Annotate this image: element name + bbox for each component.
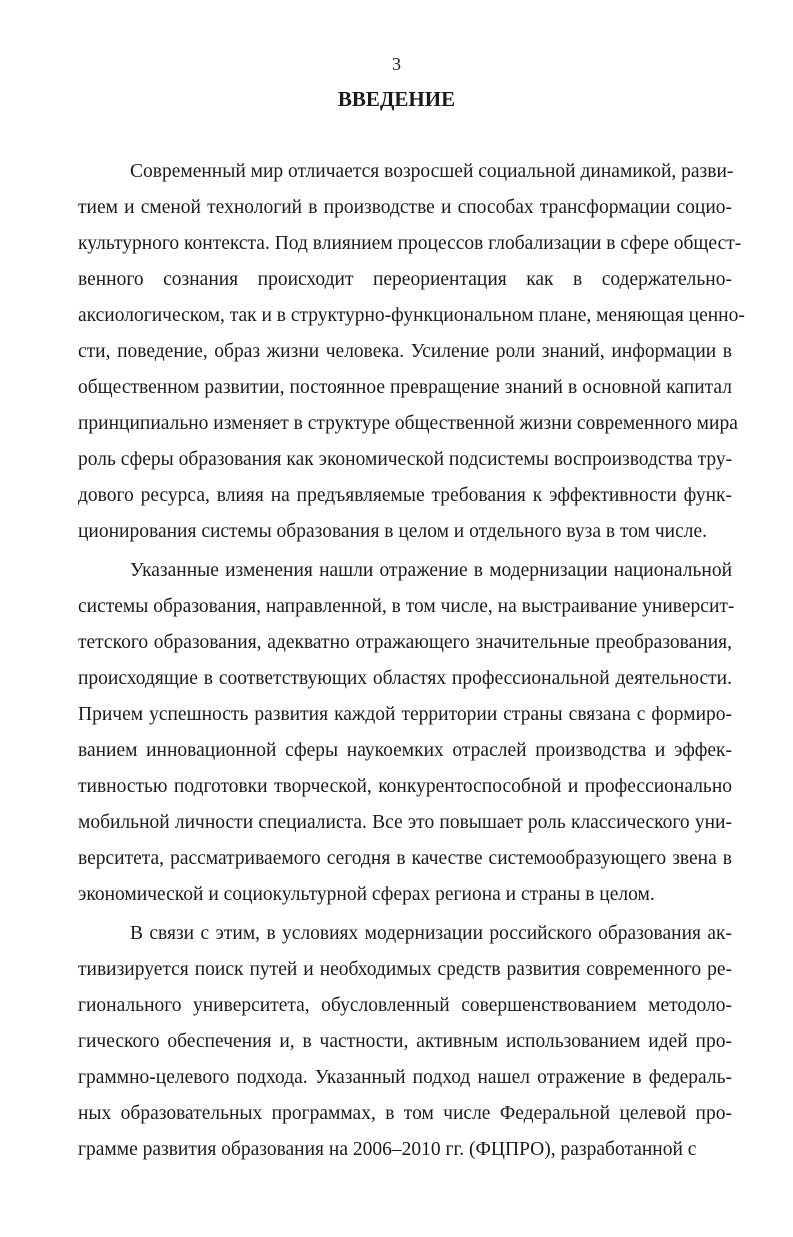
- page-number: 3: [392, 54, 401, 74]
- paragraph-3: [78, 916, 732, 1168]
- text-line: тивностью подготовки творческой, конкурентоспособной и профессионально: [78, 776, 732, 797]
- text-line: принципиально изменяет в структуре общественной жизни современного мира: [78, 413, 738, 434]
- text-line: тетского образования, адекватно отражающего значительные преобразования,: [78, 632, 732, 653]
- text-line: верситета, рассматриваемого сегодня в качестве системообразующего звена в: [78, 848, 732, 869]
- text-line: Современный мир отличается возросшей социальной динамикой, разви-: [130, 161, 734, 182]
- section-heading: ВВЕДЕНИЕ: [337, 87, 456, 111]
- text-line: культурного контекста. Под влиянием процессов глобализации в сфере общест-: [78, 233, 742, 254]
- text-line: дового ресурса, влияя на предъявляемые требования к эффективности функ-: [78, 485, 732, 506]
- text-line: гионального университета, обусловленный совершенствованием методоло-: [78, 995, 732, 1016]
- text-line: грамме развития образования на 2006–2010 гг. (ФЦПРО), разработанной с: [78, 1139, 697, 1160]
- text-line: Причем успешность развития каждой территории страны связана с формиро-: [78, 704, 732, 725]
- text-line: роль сферы образования как экономической подсистемы воспроизводства тру-: [78, 449, 733, 470]
- text-line: гического обеспечения и, в частности, активным использованием идей про-: [78, 1031, 732, 1052]
- text-line: мобильной личности специалиста. Все это повышает роль классического уни-: [78, 812, 732, 833]
- text-line: общественном развитии, постоянное превращение знаний в основной капитал: [78, 377, 732, 398]
- text-line: ных образовательных программах, в том числе Федеральной целевой про-: [78, 1103, 732, 1124]
- text-line: Указанные изменения нашли отражение в модернизации национальной: [130, 560, 732, 581]
- paragraph-1: [78, 154, 745, 550]
- text-line: экономической и социокультурной сферах региона и страны в целом.: [78, 884, 655, 905]
- text-line: ванием инновационной сферы наукоемких отраслей производства и эффек-: [78, 740, 732, 761]
- text-line: граммно-целевого подхода. Указанный подход нашел отражение в федераль-: [78, 1067, 732, 1088]
- text-line: сти, поведение, образ жизни человека. Усиление роли знаний, информации в: [78, 341, 732, 362]
- text-line: аксиологическом, так и в структурно-функциональном плане, меняющая ценно-: [78, 305, 745, 326]
- text-line: ционирования системы образования в целом и отдельного вуза в том числе.: [78, 521, 707, 542]
- text-line: тием и сменой технологий в производстве и способах трансформации социо-: [78, 197, 732, 218]
- paragraph-2: [78, 553, 735, 913]
- text-line: В связи с этим, в условиях модернизации российского образования ак-: [130, 923, 732, 944]
- text-line: тивизируется поиск путей и необходимых средств развития современного ре-: [78, 959, 732, 980]
- text-line: венного сознания происходит переориентация как в содержательно-: [78, 269, 732, 290]
- text-line: происходящие в соответствующих областях профессиональной деятельности.: [78, 668, 732, 689]
- text-line: системы образования, направленной, в том числе, на выстраивание университ-: [78, 596, 735, 617]
